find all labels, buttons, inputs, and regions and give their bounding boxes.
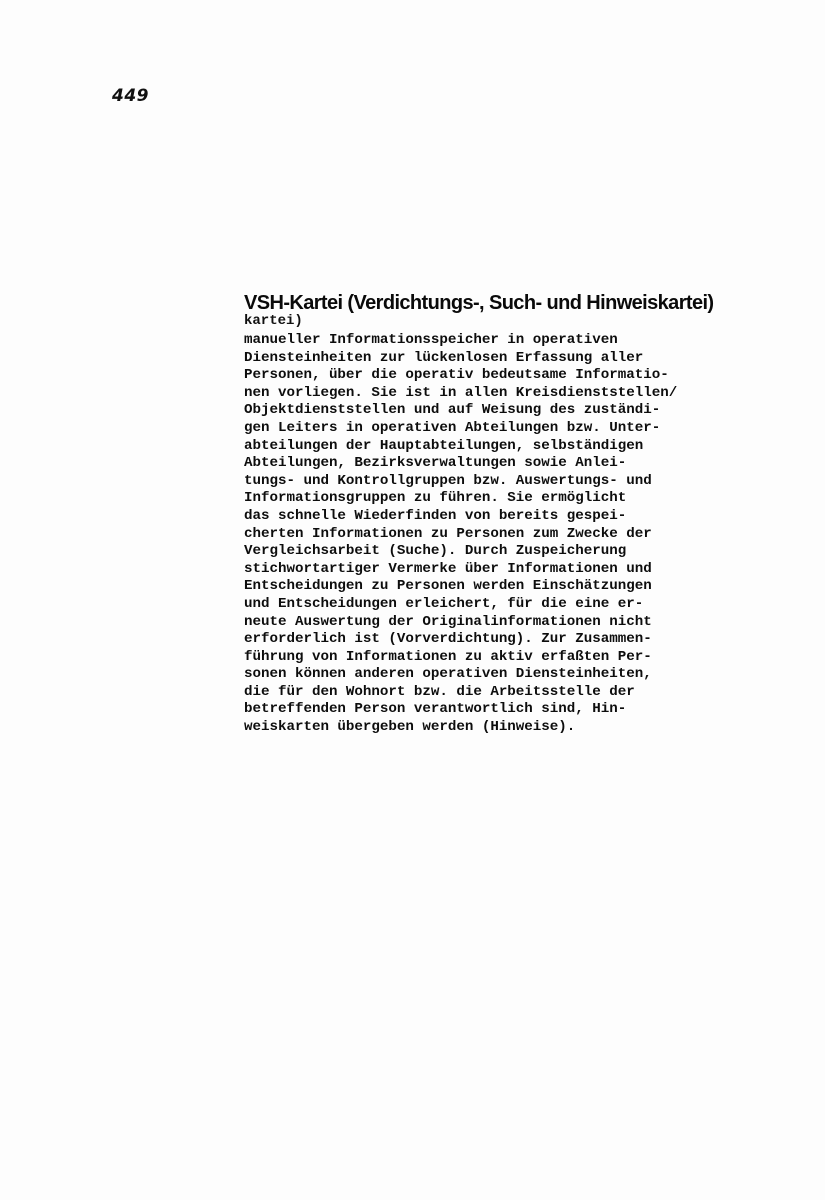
entry-body xyxy=(244,332,784,737)
body-line: nen vorliegen. Sie ist in allen Kreisdienststellen/ xyxy=(244,384,678,401)
body-line: die für den Wohnort bzw. die Arbeitsstelle der xyxy=(244,683,635,700)
glossary-entry xyxy=(244,292,784,737)
body-line: weiskarten übergeben werden (Hinweise). xyxy=(244,719,576,736)
body-line: führung von Informationen zu aktiv erfaßten Per- xyxy=(244,648,652,665)
body-line: Diensteinheiten zur lückenlosen Erfassung aller xyxy=(244,349,644,366)
body-line: abteilungen der Hauptabteilungen, selbständigen xyxy=(244,437,644,454)
page-number: 449 xyxy=(112,86,149,106)
body-line: betreffenden Person verantwortlich sind, Hin- xyxy=(244,701,627,718)
body-line: sonen können anderen operativen Diensteinheiten, xyxy=(244,666,652,683)
body-line: das schnelle Wiederfinden von bereits gespei- xyxy=(244,507,627,524)
body-line: und Entscheidungen erleichert, für die eine er- xyxy=(244,595,644,612)
body-line: Entscheidungen zu Personen werden Einschätzungen xyxy=(244,578,652,595)
body-line: gen Leiters in operativen Abteilungen bzw. Unter- xyxy=(244,419,661,436)
body-line: Personen, über die operativ bedeutsame Informatio- xyxy=(244,367,669,384)
body-line: stichwortartiger Vermerke über Informationen und xyxy=(244,560,652,577)
body-line: Informationsgruppen zu führen. Sie ermöglicht xyxy=(244,490,627,507)
entry-heading: VSH-Kartei (Verdichtungs-, Such- und Hinweiskartei) xyxy=(244,292,714,314)
body-line: tungs- und Kontrollgruppen bzw. Auswertungs- und xyxy=(244,472,652,489)
body-line: cherten Informationen zu Personen zum Zwecke der xyxy=(244,525,652,542)
body-line: Vergleichsarbeit (Suche). Durch Zuspeicherung xyxy=(244,543,627,560)
body-line: Abteilungen, Bezirksverwaltungen sowie Anlei- xyxy=(244,455,627,472)
entry-heading-overflow: kartei) xyxy=(244,314,303,328)
body-line: neute Auswertung der Originalinformationen nicht xyxy=(244,613,652,630)
body-line: erforderlich ist (Vorverdichtung). Zur Zusammen- xyxy=(244,631,652,648)
body-line: Objektdienststellen und auf Weisung des zuständi- xyxy=(244,402,661,419)
body-line: manueller Informationsspeicher in operativen xyxy=(244,332,618,348)
